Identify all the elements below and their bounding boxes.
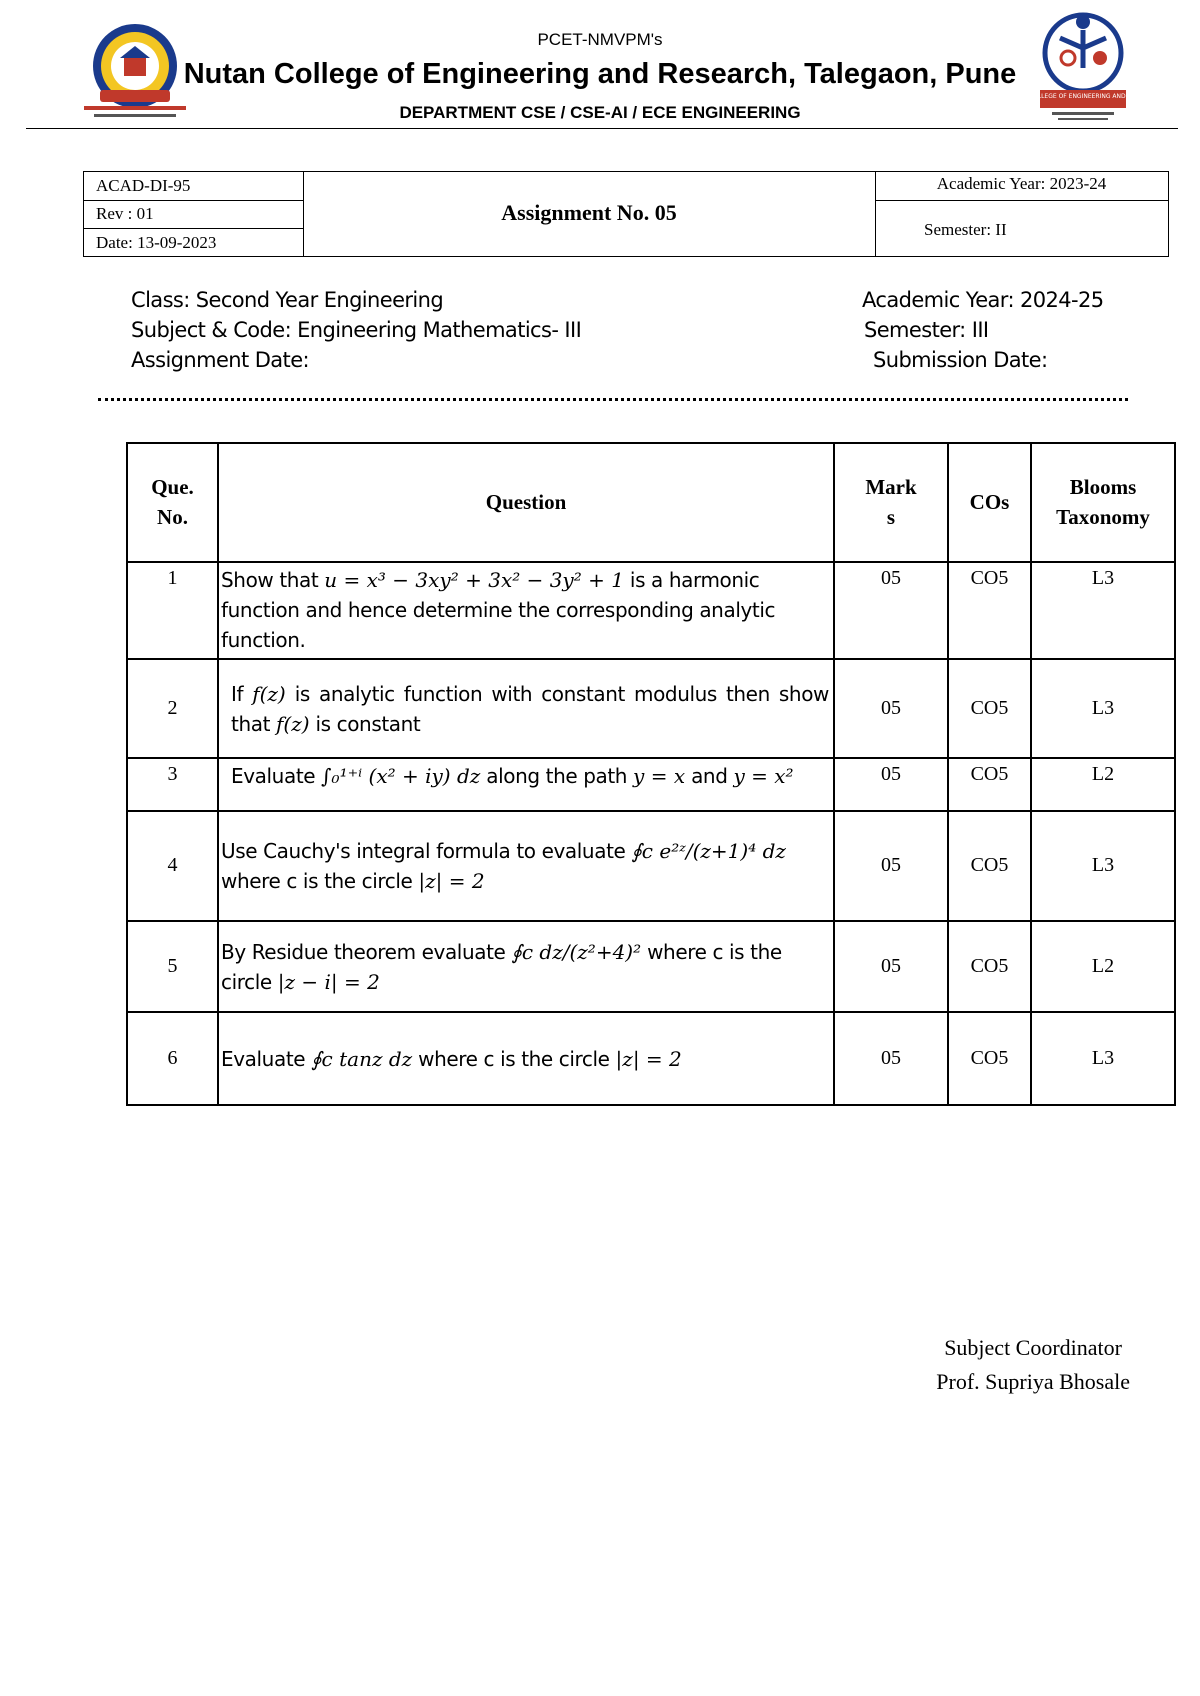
math-expression: |z − i| = 2 [277,969,380,994]
question-text: Evaluate ∫₀¹⁺ⁱ (x² + iy) dz along the path y = x and y = x² [218,758,834,811]
header-question: Question [218,443,834,562]
co-cell: CO5 [948,921,1031,1012]
header-cos: COs [948,443,1031,562]
signature-name: Prof. Supriya Bhosale [936,1369,1130,1394]
right-logo-text: NUTAN COLLEGE OF ENGINEERING AND RESEARCH [1006,93,1160,100]
college-name: Nutan College of Engineering and Research, Talegaon, Pune [183,58,1017,90]
table-row [127,811,1175,921]
table-row [127,1012,1175,1105]
doc-code: ACAD-DI-95 [96,176,191,195]
assignment-date-label: Assignment Date: [131,348,309,372]
academic-year-label: Academic Year: 2024-25 [862,288,1104,312]
table-row [127,659,1175,758]
marks-cell: 05 [834,758,948,811]
revision: Rev : 01 [96,204,154,223]
table-row [127,562,1175,659]
co-cell: CO5 [948,562,1031,659]
math-expression: ∫₀¹⁺ⁱ (x² + iy) dz [321,764,481,788]
math-expression: f(z) [252,681,286,706]
math-expression: ∮c e²ᶻ/(z+1)⁴ dz [631,839,786,863]
header-marks: Mark s [834,443,948,562]
bloom-cell: L3 [1031,659,1175,758]
bloom-cell: L2 [1031,758,1175,811]
signature-role: Subject Coordinator [944,1335,1122,1360]
marks-cell: 05 [834,811,948,921]
questions-table [126,442,1176,1106]
class-label: Class: Second Year Engineering [131,288,444,312]
math-expression: |z| = 2 [615,1046,682,1071]
table-row [127,921,1175,1012]
header-que-no: Que. No. [127,443,218,562]
marks-cell: 05 [834,921,948,1012]
header-blooms: Blooms Taxonomy [1031,443,1175,562]
math-expression: ∮c dz/(z²+4)² [511,939,642,964]
question-number: 2 [127,659,218,758]
math-expression: |z| = 2 [418,869,485,893]
question-text: Show that u = x³ − 3xy² + 3x² − 3y² + 1 is a harmonic function and hence determine the corresponding analytic function. [218,562,834,659]
subject-label: Subject & Code: Engineering Mathematics- III [131,318,582,342]
marks-cell: 05 [834,659,948,758]
marks-cell: 05 [834,562,948,659]
document-control-box [83,171,1169,257]
control-academic-year: Academic Year: 2023-24 [936,174,1107,193]
semester-label: Semester: III [864,318,989,342]
question-number: 5 [127,921,218,1012]
question-text: Use Cauchy's integral formula to evaluate ∮c e²ᶻ/(z+1)⁴ dz where c is the circle |z| = 2 [218,811,834,921]
dotted-separator [98,398,1128,401]
department-name: DEPARTMENT CSE / CSE-AI / ECE ENGINEERING [399,103,801,122]
math-expression: y = x [633,764,686,788]
bloom-cell: L3 [1031,562,1175,659]
question-text: Evaluate ∮c tanz dz where c is the circle |z| = 2 [218,1012,834,1105]
bloom-cell: L3 [1031,811,1175,921]
question-number: 1 [127,562,218,659]
math-expression: ∮c tanz dz [311,1046,413,1071]
marks-cell: 05 [834,1012,948,1105]
submission-date-label: Submission Date: [873,348,1048,372]
header-divider [26,128,1178,129]
co-cell: CO5 [948,758,1031,811]
parent-trust-name: PCET-NMVPM's [537,30,663,49]
question-text: If f(z) is analytic function with constant modulus then show that f(z) is constant [218,659,834,758]
question-number: 6 [127,1012,218,1105]
bloom-cell: L3 [1031,1012,1175,1105]
math-expression: f(z) [275,711,310,736]
assignment-title: Assignment No. 05 [501,200,677,225]
table-row [127,758,1175,811]
math-expression: u = x³ − 3xy² + 3x² − 3y² + 1 [324,568,624,592]
co-cell: CO5 [948,659,1031,758]
doc-date: Date: 13-09-2023 [96,233,217,252]
bloom-cell: L2 [1031,921,1175,1012]
question-number: 3 [127,758,218,811]
control-semester: Semester: II [924,220,1007,239]
co-cell: CO5 [948,811,1031,921]
co-cell: CO5 [948,1012,1031,1105]
question-number: 4 [127,811,218,921]
math-expression: y = x² [733,764,794,788]
question-text: By Residue theorem evaluate ∮c dz/(z²+4)² where c is the circle |z − i| = 2 [218,921,834,1012]
